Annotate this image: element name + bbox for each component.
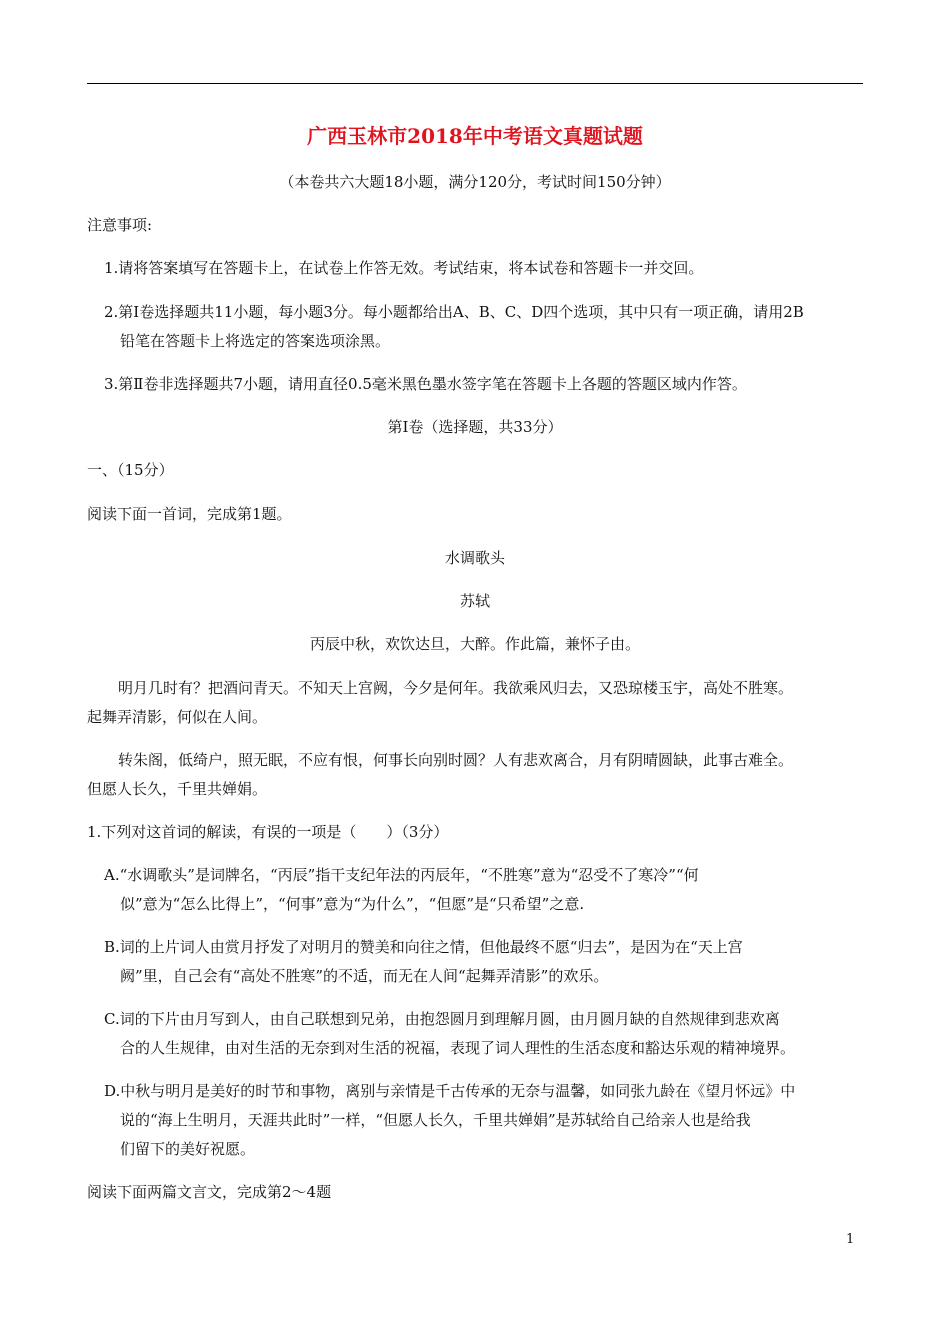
poem-preface: 丙辰中秋，欢饮达旦，大醉。作此篇，兼怀子由。 xyxy=(309,635,640,653)
page-number: 1 xyxy=(846,1232,855,1247)
poem-stanza-1-line-2: 起舞弄清影，何似在人间。 xyxy=(87,708,268,726)
poem-author: 苏轼 xyxy=(459,592,490,610)
option-c-line-1: C.词的下片由月写到人，由自己联想到兄弟，由抱怨圆月到理解月圆，由月圆月缺的自然规律到悲欢离 xyxy=(104,1010,780,1028)
read-instruction-1: 阅读下面一首词，完成第1题。 xyxy=(87,505,292,523)
poem-stanza-2-line-1: 转朱阁，低绮户，照无眠，不应有恨，何事长向别时圆？人有悲欢离合，月有阴晴圆缺，此事古难全。 xyxy=(118,751,794,769)
option-a-line-2: 似”意为“怎么比得上”，“何事”意为“为什么”，“但愿”是“只希望”之意. xyxy=(120,895,585,913)
poem-title: 水调歌头 xyxy=(444,549,505,567)
option-d-line-1: D.中秋与明月是美好的时节和事物，离别与亲情是千古传承的无奈与温馨，如同张九龄在《望月怀远》中 xyxy=(104,1082,796,1100)
note-1: 1.请将答案填写在答题卡上，在试卷上作答无效。考试结束，将本试卷和答题卡一并交回。 xyxy=(104,259,704,277)
poem-stanza-2-line-2: 但愿人长久，千里共婵娟。 xyxy=(87,780,268,798)
note-2-line-1: 2.第Ⅰ卷选择题共11小题，每小题3分。每小题都给出A、B、C、D四个选项，其中只有一项正确，请用2B xyxy=(104,303,804,321)
section-title: 第Ⅰ卷（选择题，共33分） xyxy=(387,418,563,436)
subtitle: （本卷共六大题18小题，满分120分，考试时间150分钟） xyxy=(279,173,671,191)
note-2-line-2: 铅笔在答题卡上将选定的答案选项涂黑。 xyxy=(120,332,391,350)
option-a-line-1: A.“水调歌头”是词牌名，“丙辰”指干支纪年法的丙辰年，“不胜寒”意为“忍受不了寒冷”“何 xyxy=(104,866,699,884)
page-title: 广西玉林市2018年中考语文真题试题 xyxy=(307,124,643,148)
read-instruction-2: 阅读下面两篇文言文，完成第2～4题 xyxy=(87,1183,332,1201)
poem-stanza-1-line-1: 明月几时有？把酒问青天。不知天上宫阙，今夕是何年。我欲乘风归去，又恐琼楼玉宇，高处不胜寒。 xyxy=(118,679,794,697)
option-d-line-3: 们留下的美好祝愿。 xyxy=(120,1140,256,1158)
header-rule xyxy=(87,83,863,84)
question-1: 1.下列对这首词的解读，有误的一项是（ ）（3分） xyxy=(87,823,449,841)
option-d-line-2: 说的“海上生明月，天涯共此时”一样，“但愿人长久，千里共婵娟”是苏轼给自己给亲人也是给我 xyxy=(120,1111,751,1129)
option-b-line-2: 阙”里，自己会有“高处不胜寒”的不适，而无在人间“起舞弄清影”的欢乐。 xyxy=(120,967,609,985)
notes-heading: 注意事项: xyxy=(87,216,153,234)
part-one-heading: 一、（15分） xyxy=(87,461,174,479)
option-b-line-1: B.词的上片词人由赏月抒发了对明月的赞美和向往之情，但他最终不愿“归去”，是因为在“天上宫 xyxy=(104,938,743,956)
option-c-line-2: 合的人生规律，由对生活的无奈到对生活的祝福，表现了词人理性的生活态度和豁达乐观的精神境界。 xyxy=(120,1039,796,1057)
note-3: 3.第Ⅱ卷非选择题共7小题，请用直径0.5毫米黑色墨水签字笔在答题卡上各题的答题区域内作答。 xyxy=(104,375,747,393)
